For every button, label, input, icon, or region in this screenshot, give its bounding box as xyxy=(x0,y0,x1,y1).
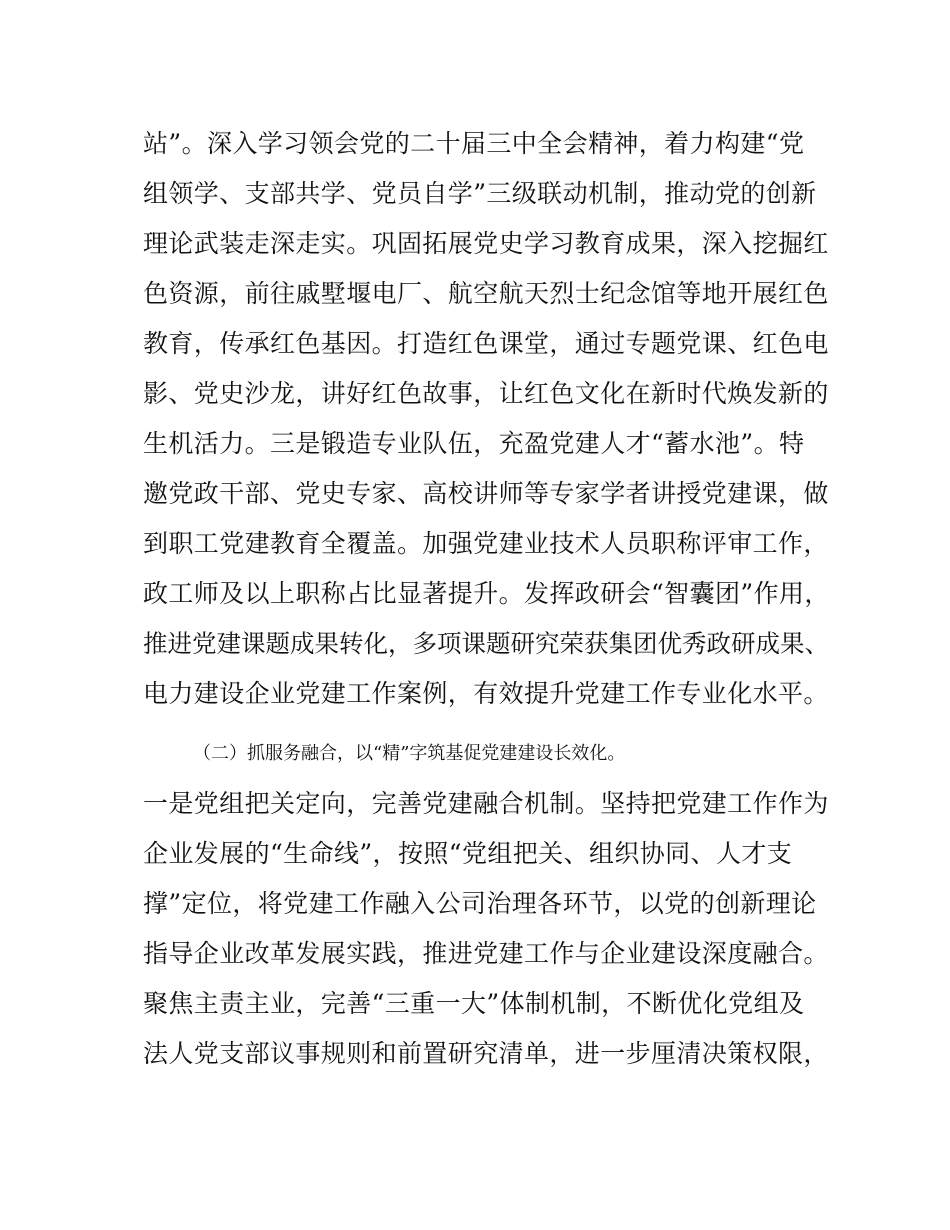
text-line-16: 撑”定位，将党建工作融入公司治理各环节，以党的创新理论 xyxy=(143,889,817,918)
text-line-9: 到职工党建教育全覆盖。加强党建业技术人员职称评审工作， xyxy=(143,529,829,558)
text-line-2: 组领学、支部共学、党员自学”三级联动机制，推动党的创新 xyxy=(143,179,817,208)
text-line-7: 生机活力。三是锻造专业队伍，充盈党建人才“蓄水池”。特 xyxy=(143,429,805,458)
text-line-6: 影、党史沙龙，讲好红色故事，让红色文化在新时代焕发新的 xyxy=(143,379,829,408)
text-line-18: 聚焦主责主业，完善“三重一大”体制机制，不断优化党组及 xyxy=(143,989,805,1018)
text-line-11: 推进党建课题成果转化，多项课题研究荣获集团优秀政研成果、 xyxy=(143,629,829,658)
text-line-1: 站”。深入学习领会党的二十届三中全会精神，着力构建“党 xyxy=(143,129,805,158)
section-heading: （二）抓服务融合，以“精”字筑基促党建建设长效化。 xyxy=(193,743,626,764)
text-line-19: 法人党支部议事规则和前置研究清单，进一步厘清决策权限， xyxy=(143,1039,829,1068)
text-line-4: 色资源，前往戚墅堰电厂、航空航天烈士纪念馆等地开展红色 xyxy=(143,279,829,308)
text-line-10: 政工师及以上职称占比显著提升。发挥政研会“智囊团”作用， xyxy=(143,579,830,608)
text-line-12: 电力建设企业党建工作案例，有效提升党建工作专业化水平。 xyxy=(143,679,829,708)
text-line-8: 邀党政干部、党史专家、高校讲师等专家学者讲授党建课，做 xyxy=(143,479,829,508)
text-line-14: 一是党组把关定向，完善党建融合机制。坚持把党建工作作为 xyxy=(143,789,829,818)
text-line-17: 指导企业改革发展实践，推进党建工作与企业建设深度融合。 xyxy=(143,939,829,968)
text-line-5: 教育，传承红色基因。打造红色课堂，通过专题党课、红色电 xyxy=(143,329,829,358)
text-line-15: 企业发展的“生命线”，按照“党组把关、组织协同、人才支 xyxy=(143,839,793,868)
text-line-3: 理论武装走深走实。巩固拓展党史学习教育成果，深入挖掘红 xyxy=(143,229,829,258)
